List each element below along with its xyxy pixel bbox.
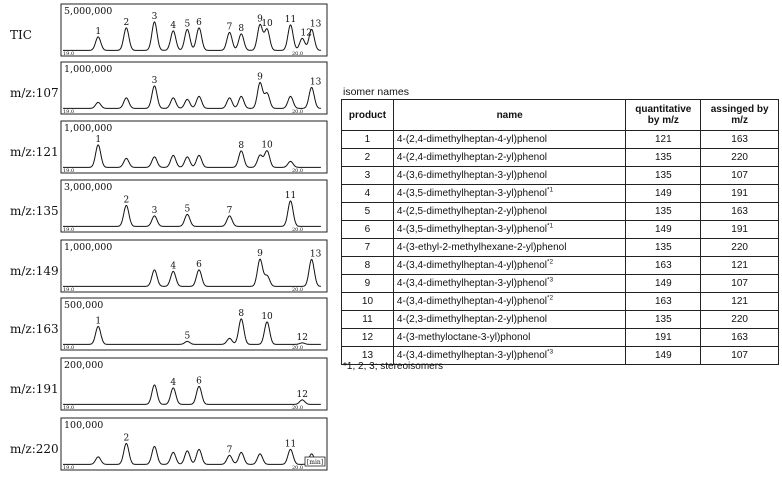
peak-label: 1: [95, 316, 102, 327]
peak-label: 7: [226, 22, 233, 33]
peak-label: 7: [226, 445, 233, 456]
table-row: [342, 239, 779, 257]
compound-name: 4-(3,4-dimethylheptan-4-yl)phenol: [396, 296, 547, 307]
stereoisomer-mark: *2: [547, 294, 554, 302]
peak-label: 11: [284, 190, 297, 201]
peak-label: 4: [170, 377, 177, 388]
table-row: [342, 293, 779, 311]
table-header-row: [342, 100, 779, 131]
peak-label: 8: [238, 140, 245, 151]
tick-label: 19.0: [63, 405, 75, 411]
cell-name: [393, 257, 625, 275]
cell-quantitative: 135: [626, 167, 701, 185]
cell-quantitative: 163: [626, 293, 701, 311]
scale-label: 1,000,000: [64, 64, 113, 75]
peak-label: 13: [309, 19, 322, 30]
tick-label: 20.0: [291, 51, 304, 57]
stereoisomer-mark: *3: [547, 276, 554, 284]
stereoisomer-mark: *1: [547, 186, 554, 194]
table-row: [342, 131, 779, 149]
cell-assigned: 121: [701, 293, 779, 311]
peak-label: 10: [261, 140, 273, 151]
peak-label: 13: [309, 249, 322, 260]
compound-name: 4-(3,6-dimethylheptan-3-yl)phenol: [396, 170, 547, 181]
peak-label: 9: [257, 249, 263, 260]
peak-label: 3: [151, 75, 158, 86]
header-assigned: assinged by m/z: [701, 100, 779, 131]
scale-label: 100,000: [64, 420, 104, 431]
peak-label: 8: [238, 23, 245, 34]
tick-label: 19.0: [63, 465, 75, 471]
cell-product: 8: [342, 257, 394, 275]
cell-name: [393, 275, 625, 293]
compound-name: 4-(2,3-dimethylheptan-2-yl)phenol: [396, 314, 547, 325]
cell-product: 7: [342, 239, 394, 257]
cell-quantitative: 135: [626, 203, 701, 221]
cell-product: 10: [342, 293, 394, 311]
peak-label: 13: [309, 77, 322, 88]
cell-name: [393, 149, 625, 167]
table-row: [342, 221, 779, 239]
panel-label: m/z:107: [10, 86, 59, 100]
peak-label: 6: [196, 259, 202, 270]
peak-label: 11: [284, 439, 297, 450]
peak-label: 2: [123, 17, 130, 28]
cell-product: 2: [342, 149, 394, 167]
cell-assigned: 107: [701, 275, 779, 293]
cell-quantitative: 121: [626, 131, 701, 149]
table-row: [342, 149, 779, 167]
panel-label: m/z:149: [10, 264, 59, 278]
header-quantitative: quantitative by m/z: [626, 100, 701, 131]
cell-name: [393, 293, 625, 311]
panel-label: m/z:191: [10, 382, 59, 396]
peak-label: 6: [196, 376, 202, 387]
header-product: product: [342, 100, 394, 131]
scale-label: 200,000: [64, 360, 104, 371]
cell-product: 5: [342, 203, 394, 221]
chromatogram-panels: [0, 0, 335, 486]
cell-quantitative: 149: [626, 221, 701, 239]
compound-name: 4-(3,5-dimethylheptan-3-yl)phenol: [396, 224, 547, 235]
compound-name: 4-(3-methyloctane-3-yl)phonol: [396, 332, 531, 343]
cell-assigned: 220: [701, 311, 779, 329]
cell-product: 13: [342, 347, 394, 365]
cell-assigned: 163: [701, 131, 779, 149]
stereoisomer-mark: *2: [547, 258, 554, 266]
compound-name: 4-(3,4-dimethylheptan-3-yl)phenol: [396, 278, 547, 289]
cell-name: [393, 131, 625, 149]
isomer-table: [341, 99, 779, 365]
table-row: [342, 185, 779, 203]
panel-label: m/z:220: [10, 442, 59, 456]
scale-label: 500,000: [64, 300, 104, 311]
cell-product: 11: [342, 311, 394, 329]
cell-assigned: 163: [701, 203, 779, 221]
tick-label: 19.0: [63, 227, 75, 233]
cell-quantitative: 135: [626, 311, 701, 329]
tick-label: 20.0: [291, 405, 304, 411]
tick-label: 19.0: [63, 168, 75, 174]
peak-label: 10: [261, 18, 273, 29]
peak-label: 5: [184, 331, 191, 342]
table-row: [342, 329, 779, 347]
panel-label: TIC: [10, 28, 32, 42]
cell-name: [393, 239, 625, 257]
cell-quantitative: 135: [626, 149, 701, 167]
scale-label: 1,000,000: [64, 123, 113, 134]
isomer-table-body: [342, 131, 779, 365]
peak-label: 3: [151, 11, 158, 22]
cell-product: 12: [342, 329, 394, 347]
tick-label: 20.0: [291, 109, 304, 115]
peak-label: 1: [95, 26, 102, 37]
peak-label: 5: [184, 204, 191, 215]
cell-name: [393, 167, 625, 185]
cell-product: 1: [342, 131, 394, 149]
cell-assigned: 163: [701, 329, 779, 347]
cell-assigned: 220: [701, 239, 779, 257]
compound-name: 4-(3,4-dimethylheptan-4-yl)phenol: [396, 260, 547, 271]
compound-name: 4-(3,5-dimethylheptan-3-yl)phenol: [396, 188, 547, 199]
peak-label: 7: [226, 205, 233, 216]
cell-name: [393, 185, 625, 203]
cell-quantitative: 191: [626, 329, 701, 347]
peak-label: 8: [238, 308, 245, 319]
cell-product: 4: [342, 185, 394, 203]
tick-label: 19.0: [63, 345, 75, 351]
peak-label: 12: [296, 332, 308, 343]
peak-label: 9: [257, 72, 263, 83]
stereoisomer-mark: *3: [547, 348, 554, 356]
tick-label: 19.0: [63, 109, 75, 115]
table-row: [342, 167, 779, 185]
cell-quantitative: 163: [626, 257, 701, 275]
table-caption: isomer names: [343, 86, 409, 98]
cell-assigned: 191: [701, 221, 779, 239]
peak-label: 1: [95, 134, 102, 145]
peak-label: 4: [170, 261, 177, 272]
cell-assigned: 107: [701, 167, 779, 185]
peak-label: 2: [123, 433, 130, 444]
cell-name: [393, 203, 625, 221]
cell-product: 6: [342, 221, 394, 239]
compound-name: 4-(3,4-dimethylheptan-3-yl)phenol: [396, 350, 547, 361]
cell-assigned: 191: [701, 185, 779, 203]
table-row: [342, 311, 779, 329]
peak-label: 3: [151, 205, 158, 216]
stereoisomer-mark: *1: [547, 222, 554, 230]
panel-label: m/z:121: [10, 145, 59, 159]
x-unit-label: [min]: [306, 459, 324, 466]
compound-name: 4-(2,5-dimethylheptan-2-yl)phenol: [396, 206, 547, 217]
scale-label: 5,000,000: [64, 6, 113, 17]
table-row: [342, 203, 779, 221]
tick-label: 19.0: [63, 287, 75, 293]
peak-label: 4: [170, 20, 177, 31]
peak-label: 12: [300, 28, 312, 39]
cell-assigned: 220: [701, 149, 779, 167]
peak-label: 12: [296, 389, 308, 400]
tick-label: 19.0: [63, 51, 75, 57]
footnote: *1, 2, 3; stereoisomers: [343, 361, 444, 372]
cell-name: [393, 221, 625, 239]
compound-name: 4-(3-ethyl-2-methylhexane-2-yl)phenol: [396, 242, 567, 253]
tick-label: 20.0: [291, 345, 304, 351]
table-row: [342, 275, 779, 293]
cell-assigned: 121: [701, 257, 779, 275]
panel-label: m/z:163: [10, 322, 59, 336]
panel-label: m/z:135: [10, 204, 59, 218]
peak-label: 5: [184, 19, 191, 30]
header-name: name: [393, 100, 625, 131]
cell-quantitative: 149: [626, 275, 701, 293]
peak-label: 6: [196, 17, 202, 28]
tick-label: 20.0: [291, 287, 304, 293]
tick-label: 20.0: [291, 465, 304, 471]
cell-quantitative: 149: [626, 347, 701, 365]
cell-assigned: 107: [701, 347, 779, 365]
cell-name: [393, 311, 625, 329]
tick-label: 20.0: [291, 227, 304, 233]
peak-label: 2: [123, 195, 130, 206]
tick-label: 20.0: [291, 168, 304, 174]
cell-quantitative: 149: [626, 185, 701, 203]
peak-label: 9: [257, 14, 263, 25]
cell-name: [393, 329, 625, 347]
cell-product: 9: [342, 275, 394, 293]
scale-label: 3,000,000: [64, 182, 113, 193]
peak-label: 10: [261, 311, 273, 322]
cell-quantitative: 135: [626, 239, 701, 257]
compound-name: 4-(2,4-dimethylheptan-2-yl)phenol: [396, 152, 547, 163]
cell-product: 3: [342, 167, 394, 185]
table-row: [342, 257, 779, 275]
compound-name: 4-(2,4-dimethylheptan-4-yl)phenol: [396, 134, 547, 145]
peak-label: 11: [284, 14, 297, 25]
scale-label: 1,000,000: [64, 242, 113, 253]
